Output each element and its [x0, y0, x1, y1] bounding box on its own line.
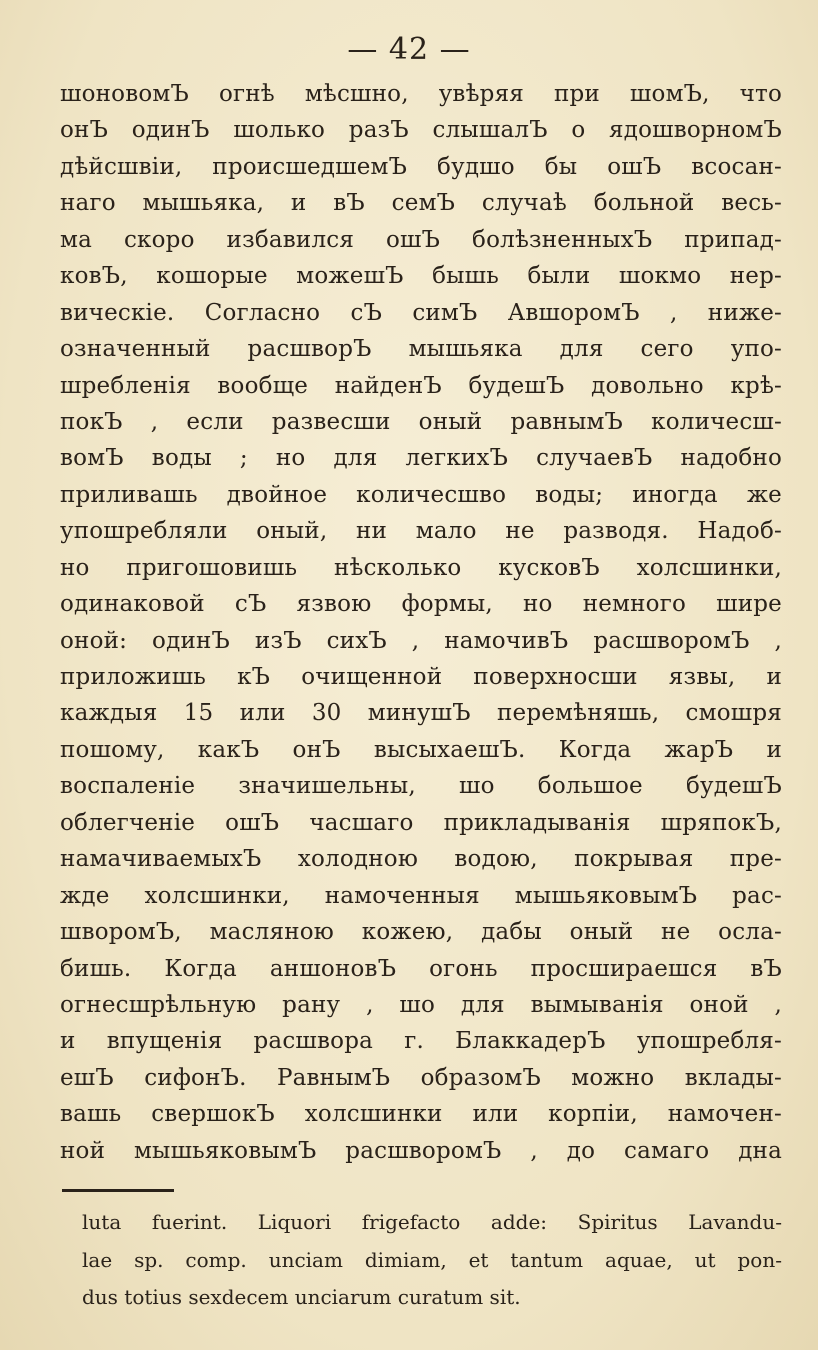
text-line: облегченіе ошЪ часшаго прикладыванія шряпокЪ, [60, 809, 782, 836]
text-line: пошому, какЪ онЪ высыхаешЪ. Когда жарЪ и [60, 736, 782, 763]
text-line: шоновомЪ огнѣ мѣсшно, увѣряя при шомЪ, что [60, 81, 782, 107]
text-line: наго мышьяка, и вЪ семЪ случаѣ больной весь- [60, 190, 782, 217]
text-line: бишь. Когда аншоновЪ огонь просшираешся вЪ [60, 955, 782, 982]
text-line: огнесшрѣльную рану , шо для вымыванія оной , [60, 991, 782, 1018]
text-line: ной мышьяковымЪ расшворомЪ , до самаго дна [60, 1137, 782, 1164]
text-line: и впущенія расшвора г. БлаккадерЪ упошребля- [60, 1028, 782, 1055]
text-line: одинаковой сЪ язвою формы, но немного шире [60, 591, 782, 618]
main-text-block [60, 76, 782, 1169]
footnote-line: dus totius sexdecem unciarum curatum sit. [82, 1285, 521, 1309]
text-line: вашь свершокЪ холсшинки или корпіи, намочен- [60, 1101, 782, 1128]
text-line: вическіе. Согласно сЪ симЪ АвшоромЪ , ниже- [60, 299, 782, 326]
footnote-separator [62, 1189, 174, 1192]
text-line: каждыя 15 или 30 минушЪ перемѣняшь, смошря [60, 700, 782, 727]
text-line: дѣйсшвіи, происшедшемЪ будшо бы ошЪ всосан- [60, 153, 782, 180]
text-line: приложишь кЪ очищенной поверхносши язвы, и [60, 664, 782, 690]
text-line: намачиваемыхЪ холодною водою, покрывая пре- [60, 846, 782, 873]
text-line: приливашь двойное количесшво воды; иногда же [60, 481, 782, 508]
text-line: ма скоро избавился ошЪ болѣзненныхЪ припад- [60, 226, 782, 253]
text-line: шворомЪ, масляною кожею, дабы оный не осла- [60, 919, 782, 946]
page-number: — 42 — [347, 32, 471, 67]
text-line: онЪ одинЪ шолько разЪ слышалЪ о ядошворномЪ [60, 117, 782, 144]
text-line: оной: одинЪ изЪ сихЪ , намочивЪ расшворомЪ , [60, 627, 782, 654]
text-line: жде холсшинки, намоченныя мышьяковымЪ рас- [60, 882, 782, 909]
text-line: вомЪ воды ; но для легкихЪ случаевЪ надобно [60, 445, 782, 472]
text-line: ешЪ сифонЪ. РавнымЪ образомЪ можно вклады- [60, 1064, 782, 1091]
text-line: но пригошовишь нѣсколько кусковЪ холсшинки, [60, 554, 782, 581]
text-line: покЪ , если развесши оный равнымЪ количесш- [60, 408, 782, 435]
footnote-line: luta fuerint. Liquori frigefacto adde: Spiritus Lavandu- [82, 1210, 782, 1234]
footnote-line: lae sp. comp. unciam dimiam, et tantum aquae, ut pon- [82, 1247, 782, 1272]
text-line: упошребляли оный, ни мало не разводя. Надоб- [60, 518, 782, 545]
text-line: означенный расшворЪ мышьяка для сего упо- [60, 336, 782, 363]
text-line: шребленія вообще найденЪ будешЪ довольно крѣ- [60, 372, 782, 399]
text-line: ковЪ, кошорые можешЪ бышь были шокмо нер- [60, 263, 782, 290]
footnote-block [82, 1204, 782, 1317]
text-line: воспаленіе значишельны, шо большое будешЪ [60, 773, 782, 800]
